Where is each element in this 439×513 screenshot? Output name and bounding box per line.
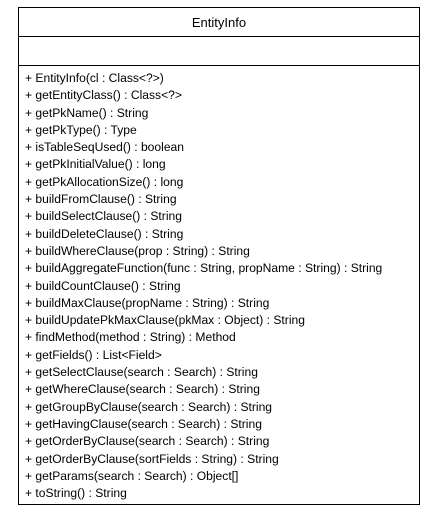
operation: + buildAggregateFunction(func : String, propName : String) : String [25, 261, 383, 276]
operation: + getPkType() : Type [25, 122, 137, 137]
operation: + getPkName() : String [25, 105, 149, 120]
operation: + getOrderByClause(search : Search) : String [25, 434, 270, 449]
operation: + getPkAllocationSize() : long [25, 174, 184, 189]
operations-compartment [19, 66, 419, 502]
operation: + getParams(search : Search) : Object[] [25, 468, 239, 483]
operation: + getSelectClause(search : Search) : String [25, 365, 258, 380]
operation: + getFields() : List<Field> [25, 347, 162, 362]
operation: + getWhereClause(search : Search) : String [25, 382, 260, 397]
uml-class-box [18, 7, 420, 505]
operation: + buildCountClause() : String [25, 278, 181, 293]
operation: + toString() : String [25, 486, 127, 501]
operation: + isTableSeqUsed() : boolean [25, 140, 184, 155]
operation: + buildSelectClause() : String [25, 209, 182, 224]
operation: + EntityInfo(cl : Class<?>) [25, 71, 164, 85]
operation: + getPkInitialValue() : long [25, 157, 166, 172]
operation: + buildDeleteClause() : String [25, 226, 184, 241]
operation: + findMethod(method : String) : Method [25, 330, 236, 345]
operation: + buildMaxClause(propName : String) : String [25, 295, 270, 310]
operation: + getHavingClause(search : Search) : String [25, 416, 262, 431]
attributes-compartment [19, 37, 419, 66]
operation: + buildWhereClause(prop : String) : String [25, 243, 250, 258]
operation: + getOrderByClause(sortFields : String) : String [25, 451, 279, 466]
operation: + buildUpdatePkMaxClause(pkMax : Object) : String [25, 313, 305, 328]
operation: + buildFromClause() : String [25, 192, 177, 207]
operation: + getGroupByClause(search : Search) : String [25, 399, 273, 414]
operation: + getEntityClass() : Class<?> [25, 88, 182, 103]
class-name: EntityInfo [19, 8, 419, 37]
